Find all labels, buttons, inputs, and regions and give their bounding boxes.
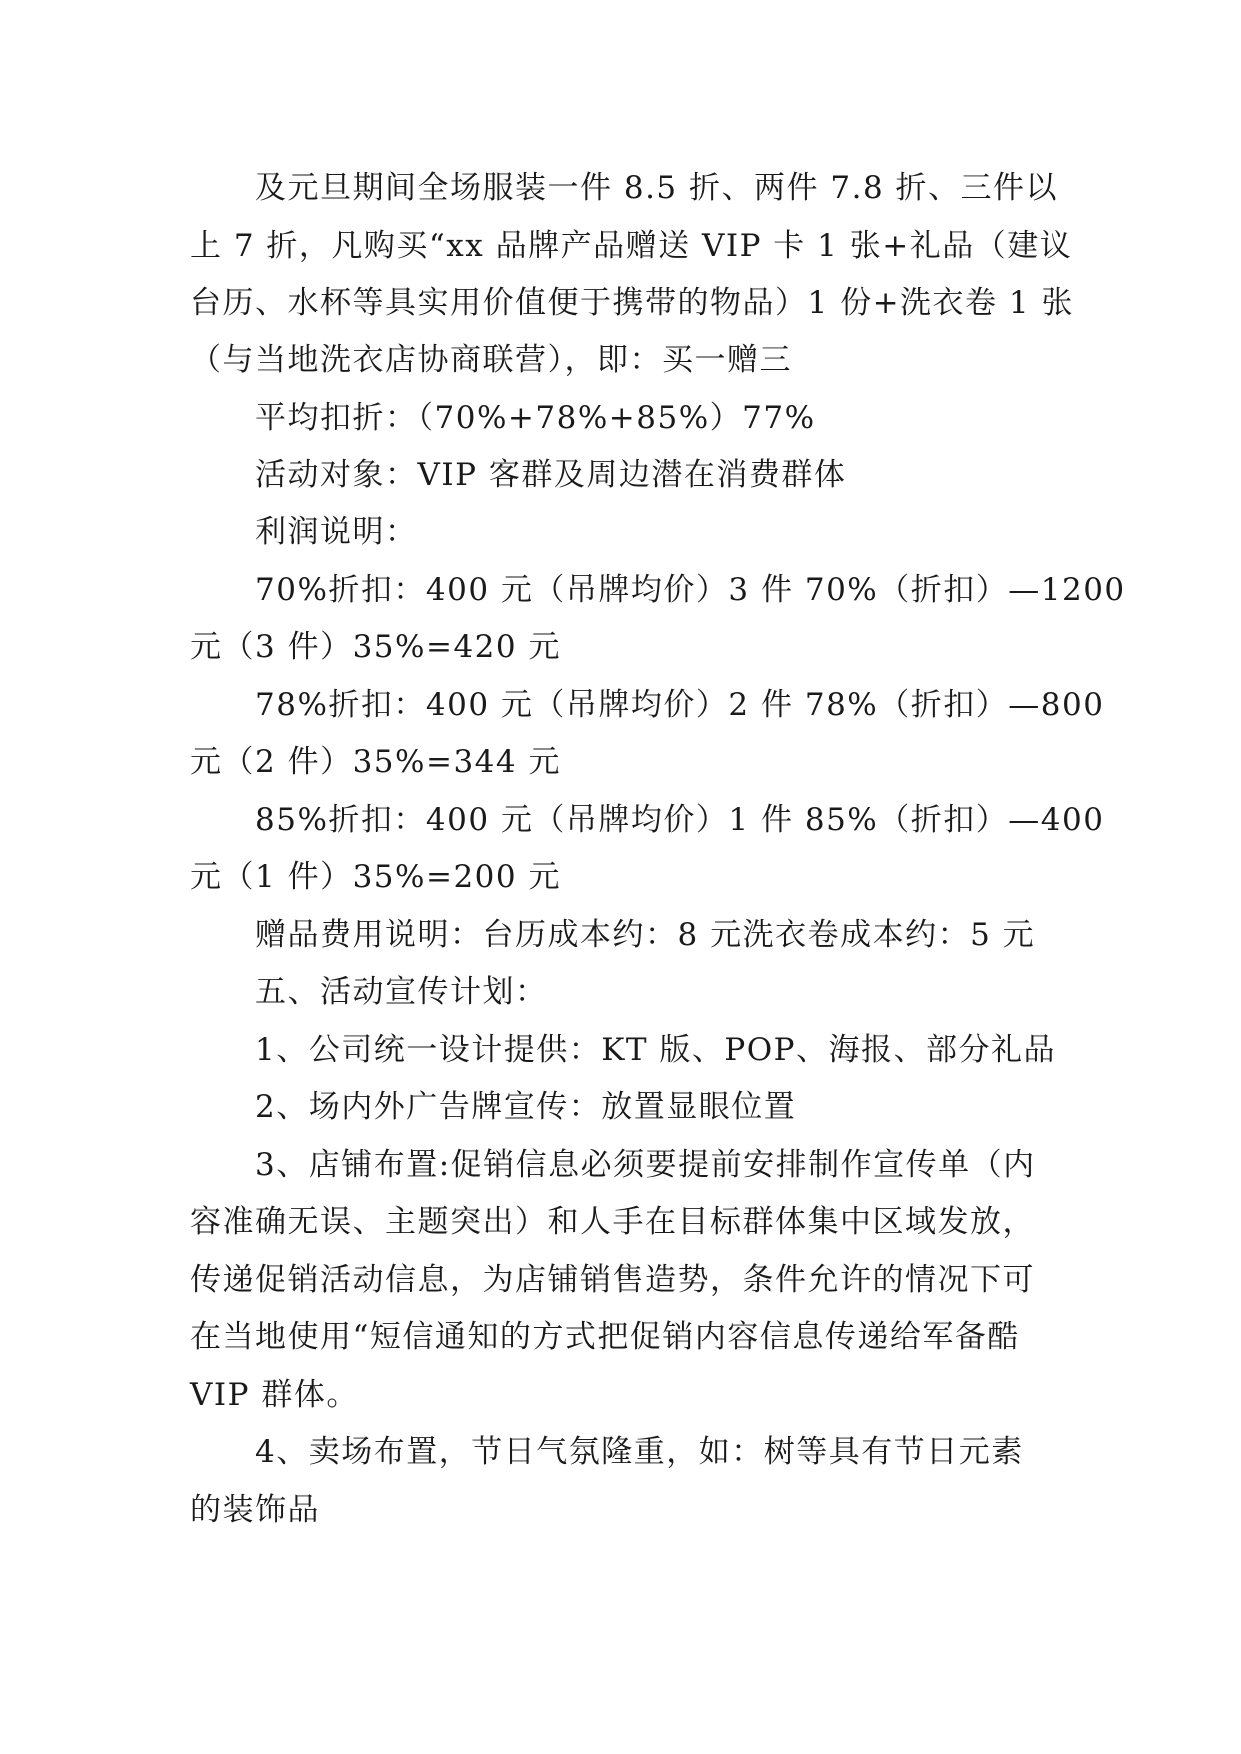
paragraph-line: 元（2 件）35%=344 元 bbox=[190, 744, 561, 780]
paragraph-line: 平均扣折：（70%+78%+85%）77% bbox=[255, 400, 816, 436]
paragraph-line: 在当地使用“短信通知的方式把促销内容信息传递给军备酷 bbox=[190, 1319, 1020, 1355]
paragraph-line: 活动对象：VIP 客群及周边潜在消费群体 bbox=[255, 457, 847, 493]
section-heading: 五、活动宣传计划： bbox=[255, 974, 548, 1010]
paragraph-line: 元（1 件）35%=200 元 bbox=[190, 859, 561, 895]
paragraph-line: 利润说明： bbox=[255, 514, 418, 550]
paragraph-line: 传递促销活动信息，为店铺销售造势，条件允许的情况下可 bbox=[190, 1262, 1035, 1298]
paragraph-line: 70%折扣：400 元（吊牌均价）3 件 70%（折扣）—1200 bbox=[255, 572, 1126, 608]
list-item: 4、卖场布置，节日气氛隆重，如：树等具有节日元素 bbox=[255, 1434, 1024, 1470]
paragraph-line: 容准确无误、主题突出）和人手在目标群体集中区域发放， bbox=[190, 1204, 1035, 1240]
list-item: 1、公司统一设计提供：KT 版、POP、海报、部分礼品 bbox=[255, 1032, 1057, 1068]
paragraph-line: 85%折扣：400 元（吊牌均价）1 件 85%（折扣）—400 bbox=[255, 802, 1105, 838]
paragraph-line: 元（3 件）35%=420 元 bbox=[190, 629, 561, 665]
paragraph-line: VIP 群体。 bbox=[190, 1377, 359, 1413]
list-item: 3、店铺布置:促销信息必须要提前安排制作宣传单（内 bbox=[255, 1147, 1036, 1183]
paragraph-line: 台历、水杯等具实用价值便于携带的物品）1 份+洗衣卷 1 张 bbox=[190, 285, 1074, 321]
paragraph-line: 上 7 折，凡购买“xx 品牌产品赠送 VIP 卡 1 张+礼品（建议 bbox=[190, 228, 1073, 264]
paragraph-line: 的装饰品 bbox=[190, 1492, 320, 1528]
list-item: 2、场内外广告牌宣传：放置显眼位置 bbox=[255, 1089, 797, 1125]
paragraph-line: 赠品费用说明：台历成本约：8 元洗衣卷成本约：5 元 bbox=[255, 917, 1036, 953]
paragraph-line: （与当地洗衣店协商联营），即：买一赠三 bbox=[190, 342, 792, 378]
paragraph-line: 及元旦期间全场服装一件 8.5 折、两件 7.8 折、三件以 bbox=[255, 170, 1059, 206]
paragraph-line: 78%折扣：400 元（吊牌均价）2 件 78%（折扣）—800 bbox=[255, 687, 1105, 723]
